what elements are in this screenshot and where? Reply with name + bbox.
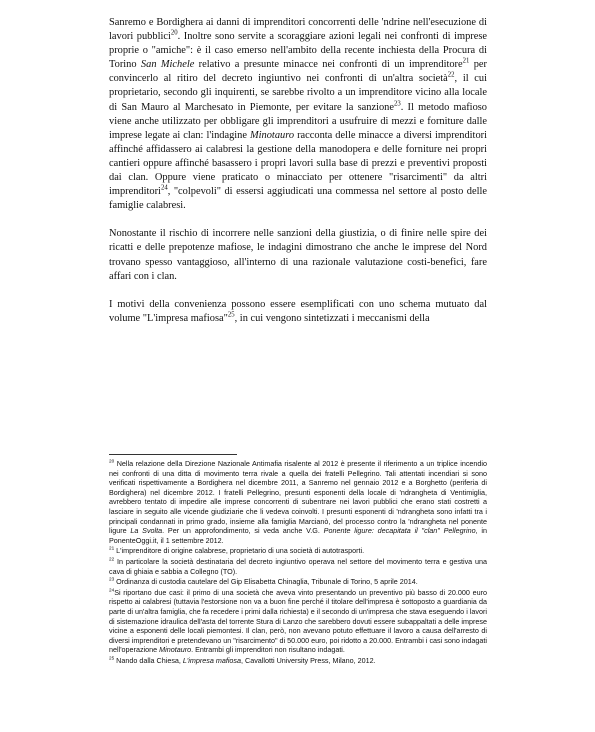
text-run: . Il metodo mafioso viene anche utilizzato per obbligare gli imprenditori a usufruire di mezzi e forniture dalle imprese legate ai clan: l'indagine — [109, 101, 487, 141]
footnote-ref: 25 — [227, 311, 235, 319]
footnote-number: 20 — [109, 458, 115, 464]
text-run: Ordinanza di custodia cautelare del Gip Elisabetta Chinaglia, Tribunale di Torino, 5 aprile 2014. — [114, 577, 418, 587]
text-run: Nando dalla Chiesa, — [114, 655, 183, 665]
text-run: , in PonenteOggi.it, il 1 settembre 2012. — [109, 526, 487, 545]
footnote-ref: 21 — [462, 57, 470, 65]
footnote-number: 22 — [109, 556, 115, 562]
text-run: , in cui vengono sintetizzati i meccanismi della — [234, 312, 430, 324]
footnote-23 — [109, 577, 487, 587]
text-run: relativo a presunte minacce nei confronti di un imprenditore — [194, 59, 463, 71]
footnote-number: 24 — [109, 587, 115, 593]
footnote-number: 23 — [109, 576, 115, 582]
footnote-number: 25 — [109, 655, 115, 661]
main-text — [109, 16, 487, 326]
footnote-21 — [109, 546, 487, 556]
italic-text: L'impresa mafiosa — [182, 655, 242, 665]
text-run: , il cui proprietario, secondo gli inquirenti, se sarebbe rivolto a un imprenditore vicino alla locale di San Mauro al Marchesato in Piemonte, per evitare la sanzione — [109, 73, 488, 113]
italic-text: Ponente ligure: decapitata il "clan" Pellegrino — [323, 526, 476, 536]
text-run: Si riportano due casi: il primo di una società che aveva vinto presentando un preventivo più basso di 20.000 euro rispetto ai calabresi (tuttavia l'estorsione non va a buon fine perché il titolare dell'impresa è sottoposto a guardiania da parte di un'altra famiglia, che fa recedere i primi dalla richiesta) e il secondo di un'impresa che stava eseguendo i lavori di sistemazione idraulica dell'asta del torrente Stura di Lanzo che sarebbero dovuti essere subappaltati a delle imprese vicine a esponenti delle locali piemontesi. Il clan, però, non avevano potuto effettuare il lavoro a causa dell'arresto di diversi imprenditori e pretendevano un "risarcimento" di 50.000 euro, poi ridotto a 20.000. Entrambi i casi sono indagati nell'operazione — [109, 587, 487, 655]
footnote-ref: 20 — [170, 29, 178, 37]
paragraph-2 — [109, 227, 487, 283]
text-run: racconta delle minacce a diversi imprenditori affinché affidassero ai calabresi la gestione della manodopera e delle forniture nei propri cantieri oppure affinché basassero i propri lavori sulla base di prezzi e preventivi proposti dai clan. Oppure viene praticato o minacciato per ottenere "risarcimenti" da altri imprenditori — [109, 129, 487, 198]
footnote-separator — [109, 454, 237, 455]
paragraph-3 — [109, 298, 487, 326]
text-run: I motivi della convenienza possono essere esemplificati con uno schema mutuato dal volume "L'impresa mafiosa" — [109, 298, 487, 324]
paragraph-1 — [109, 16, 487, 213]
footnote-ref: 22 — [447, 71, 455, 79]
text-run: . Per un approfondimento, si veda anche V.G. — [162, 526, 324, 536]
footnote-ref: 23 — [393, 100, 401, 108]
text-run: L'imprenditore di origine calabrese, proprietario di una società di autotrasporti. — [114, 546, 365, 556]
text-run: . Inoltre sono servite a scoraggiare azioni legali nei confronti di imprese proprie o "amiche": è il caso emerso nell'ambito della recente inchiesta della Procura di Torino — [109, 31, 487, 71]
footnote-ref: 24 — [160, 184, 168, 192]
paragraph-gap — [109, 284, 487, 298]
italic-text: La Svolta — [130, 526, 163, 536]
footnote-25 — [109, 656, 487, 666]
text-run: In particolare la società destinataria del decreto ingiuntivo operava nel settore del movimento terra e gestiva una cava di ghiaia e sabbia a Collegno (TO). — [109, 556, 487, 576]
italic-text: San Michele — [140, 59, 195, 71]
italic-text: Minotauro — [250, 129, 295, 141]
text-run: Sanremo e Bordighera ai danni di imprenditori concorrenti delle 'ndrine nell'esecuzione di lavori pubblici — [109, 17, 487, 43]
text-run: Nella relazione della Direzione Nazionale Antimafia risalente al 2012 è presente il riferimento a un triplice incendio nei confronti di una ditta di movimento terra rivale a quella dei fratelli Pellegrino. Tali attentati incendiari si sono verificati rispettivamente a Bordighera nel dicembre 2011, a Sanremo nel gennaio 2012 e a Borghetto (periferia di Bordighera) nel dicembre 2012. I fratelli Pellegrino, presunti esponenti della locale di 'ndrangheta di Ventimiglia, avrebbero tentato di impedire alle imprese concorrenti di subentrare nei lavori pubblici che erano stati costretti a lasciare in seguito alle vicende giudiziarie che li vedeva coinvolti. I presunti esponenti di 'ndrangheta sono infatti tra i principali condannati in primo grado, insieme alla famiglia Marcianò, del processo contro la 'ndrangheta nel ponente ligure — [109, 459, 487, 536]
footnotes — [109, 459, 487, 666]
footnote-number: 21 — [109, 545, 115, 551]
text-run: . Entrambi gli imprenditori non risultano indagati. — [191, 645, 345, 655]
text-run: per convincerlo al ritiro del decreto ingiuntivo nei confronti di un'altra società — [109, 59, 487, 85]
footnote-24 — [109, 588, 487, 655]
text-run: , "colpevoli" di essersi aggiudicati una commessa nel settore al posto delle famiglie calabresi. — [109, 186, 487, 212]
footnote-22 — [109, 557, 487, 576]
text-run: Nonostante il rischio di incorrere nelle sanzioni della giustizia, o di finire nelle spire dei ricatti e delle prepotenze mafiose, le indagini dimostrano che anche le imprese del Nord trovano spesso vantaggioso, all'interno di una razionale valutazione costi-benefici, fare affari con i clan. — [109, 228, 487, 282]
italic-text: Minotauro — [159, 645, 192, 655]
footnote-20 — [109, 459, 487, 545]
paragraph-gap — [109, 213, 487, 227]
text-run: , Cavallotti University Press, Milano, 2012. — [241, 655, 376, 665]
